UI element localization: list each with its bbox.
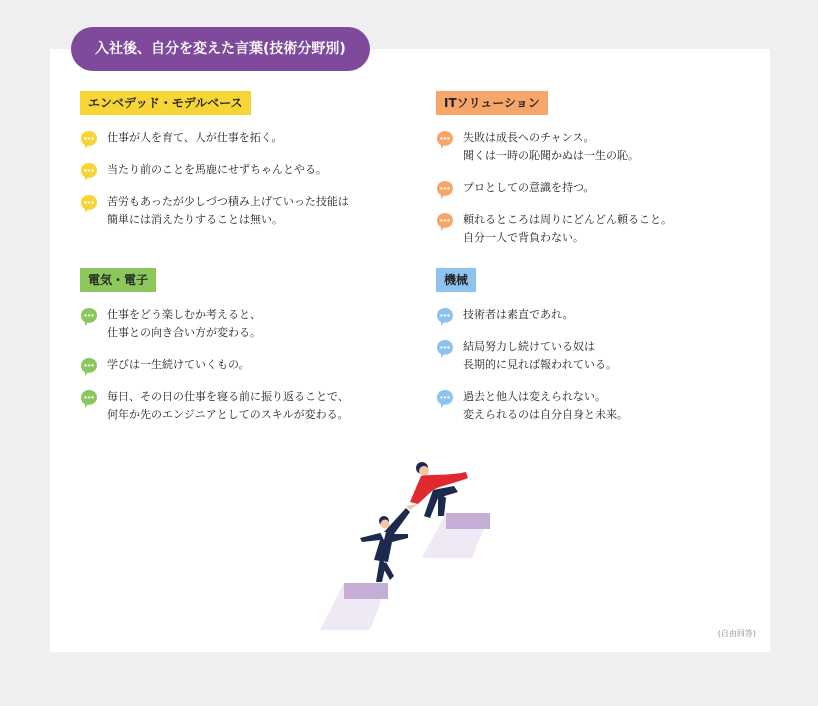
section-tag: 電気・電子 <box>80 268 156 292</box>
list-item <box>80 388 349 424</box>
list-item <box>436 129 672 165</box>
free-answer-note: (自由回答) <box>717 629 756 638</box>
list-item <box>436 211 672 247</box>
list-item <box>436 306 628 324</box>
item-text-line: 当たり前のことを馬鹿にせずちゃんとやる。 <box>107 163 327 176</box>
item-text-line: 聞くは一時の恥聞かぬは一生の恥。 <box>463 149 639 162</box>
item-text-line: 仕事をどう楽しむか考えると、 <box>107 308 261 321</box>
item-text-line: 苦労もあったが少しづつ積み上げていった技能は <box>107 195 349 208</box>
section-it-solution <box>436 91 672 261</box>
speech-bubble-icon <box>436 212 454 232</box>
speech-bubble-icon <box>80 357 98 377</box>
item-text-line: 変えられるのは自分自身と未来。 <box>463 408 628 421</box>
item-text-line: 仕事との向き合い方が変わる。 <box>107 326 261 339</box>
item-text-line: 何年か先のエンジニアとしてのスキルが変わる。 <box>107 408 349 421</box>
item-text-line: 学びは一生続けていくもの。 <box>107 358 250 371</box>
list-item <box>436 179 672 197</box>
speech-bubble-icon <box>80 130 98 150</box>
list-item <box>436 388 628 424</box>
speech-bubble-icon <box>436 339 454 359</box>
speech-bubble-icon <box>436 389 454 409</box>
speech-bubble-icon <box>80 389 98 409</box>
section-electric <box>80 268 349 438</box>
section-items <box>80 306 349 424</box>
item-text-line: 技術者は素直であれ。 <box>463 308 574 321</box>
list-item <box>80 161 349 179</box>
page-title: 入社後、自分を変えた言葉(技術分野別) <box>71 27 370 71</box>
speech-bubble-icon <box>436 180 454 200</box>
item-text-line: 仕事が人を育て、人が仕事を拓く。 <box>107 131 283 144</box>
item-text-line: 毎日、その日の仕事を寝る前に振り返ることで、 <box>107 390 349 403</box>
list-item <box>436 338 628 374</box>
item-text-line: 失敗は成長へのチャンス。 <box>463 131 595 144</box>
item-text-line: 自分一人で背負わない。 <box>463 231 584 244</box>
list-item <box>80 193 349 229</box>
item-text-line: プロとしての意識を持つ。 <box>463 181 595 194</box>
speech-bubble-icon <box>436 130 454 150</box>
section-tag: 機械 <box>436 268 476 292</box>
item-text-line: 簡単には消えたりすることは無い。 <box>107 213 283 226</box>
item-text-line: 過去と他人は変えられない。 <box>463 390 606 403</box>
section-items <box>436 129 672 247</box>
list-item <box>80 129 349 147</box>
section-mechanical <box>436 268 628 438</box>
item-text-line: 結局努力し続けている奴は <box>463 340 595 353</box>
section-tag: エンベデッド・モデルベース <box>80 91 251 115</box>
teamwork-helping-hand-illustration <box>318 458 498 638</box>
speech-bubble-icon <box>80 162 98 182</box>
list-item <box>80 356 349 374</box>
section-items <box>80 129 349 229</box>
section-items <box>436 306 628 424</box>
section-embedded <box>80 91 349 243</box>
item-text-line: 長期的に見れば報われている。 <box>463 358 617 371</box>
speech-bubble-icon <box>80 307 98 327</box>
speech-bubble-icon <box>436 307 454 327</box>
item-text-line: 頼れるところは周りにどんどん頼ること。 <box>463 213 672 226</box>
speech-bubble-icon <box>80 194 98 214</box>
section-tag: ITソリューション <box>436 91 548 115</box>
list-item <box>80 306 349 342</box>
